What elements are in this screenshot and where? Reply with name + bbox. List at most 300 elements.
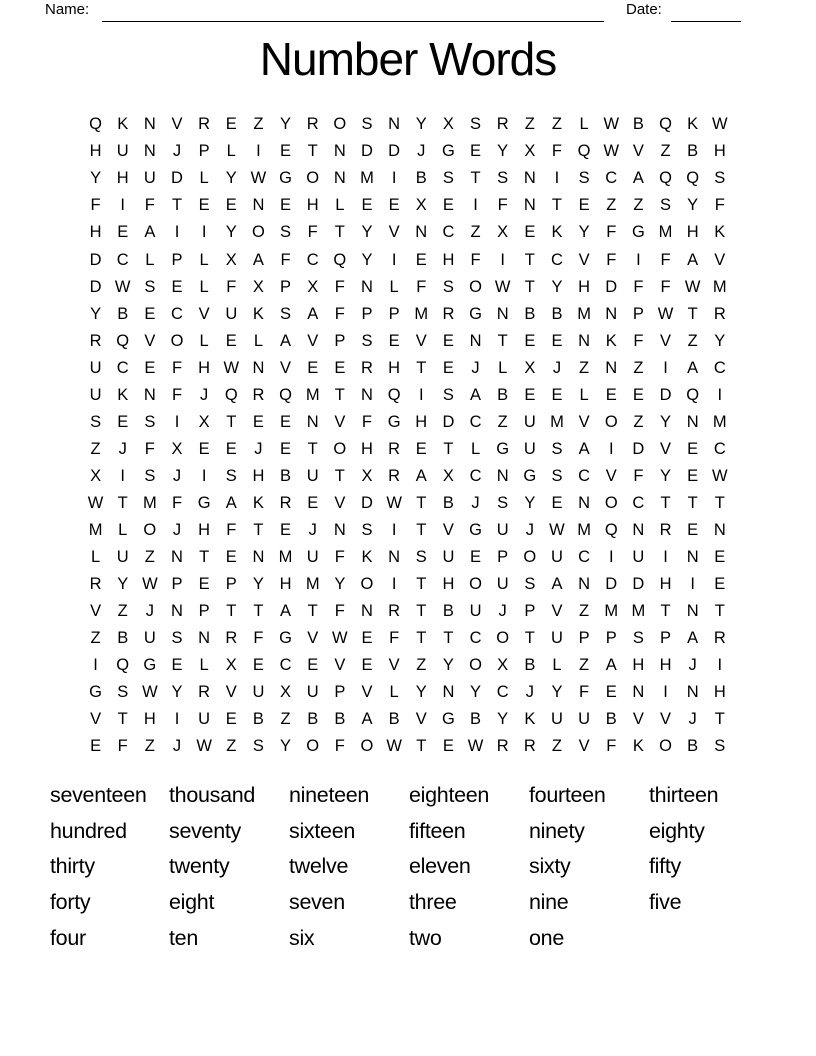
grid-cell-r18c20: D: [605, 575, 618, 594]
grid-cell-r18c10: Y: [334, 575, 346, 594]
grid-cell-r23c11: A: [361, 710, 373, 729]
page-title: Number Words: [259, 33, 557, 85]
grid-cell-r21c22: H: [659, 656, 672, 675]
grid-cell-r11c20: E: [605, 385, 617, 404]
grid-cell-r8c8: S: [280, 304, 292, 323]
grid-cell-r19c3: J: [145, 602, 154, 621]
grid-cell-r1c22: Q: [659, 115, 672, 134]
grid-cell-r8c10: F: [334, 304, 345, 323]
grid-cell-r24c4: J: [172, 737, 182, 756]
grid-cell-r8c15: G: [469, 304, 482, 323]
grid-cell-r24c23: B: [687, 737, 699, 756]
grid-cell-r15c21: C: [632, 493, 645, 512]
grid-cell-r17c21: U: [632, 548, 645, 567]
grid-cell-r21c9: E: [307, 656, 319, 675]
grid-cell-r20c14: T: [443, 629, 454, 648]
grid-cell-r10c3: E: [144, 358, 156, 377]
grid-cell-r5c9: F: [307, 223, 318, 242]
grid-cell-r23c6: E: [225, 710, 237, 729]
grid-cell-r1c1: Q: [89, 115, 102, 134]
grid-cell-r22c14: N: [442, 683, 455, 702]
grid-cell-r5c17: E: [524, 223, 536, 242]
grid-cell-r23c17: K: [524, 710, 536, 729]
grid-cell-r14c9: U: [306, 466, 319, 485]
grid-cell-r7c9: X: [307, 277, 319, 296]
grid-cell-r4c22: S: [660, 196, 672, 215]
word-list-item-ten: ten: [169, 925, 198, 950]
grid-cell-r4c3: F: [144, 196, 155, 215]
grid-cell-r7c19: H: [578, 277, 591, 296]
grid-cell-r16c14: V: [442, 520, 454, 539]
grid-cell-r16c24: N: [713, 520, 726, 539]
word-list-item-thirty: thirty: [50, 854, 95, 879]
grid-cell-r11c6: Q: [224, 385, 238, 404]
grid-cell-r1c10: O: [333, 115, 347, 134]
grid-cell-r11c14: S: [442, 385, 454, 404]
grid-cell-r7c14: S: [442, 277, 454, 296]
grid-cell-r3c5: L: [199, 169, 209, 188]
grid-cell-r21c8: C: [279, 656, 292, 675]
grid-cell-r6c13: E: [415, 250, 427, 269]
grid-cell-r20c5: N: [198, 629, 211, 648]
grid-cell-r2c10: N: [333, 142, 346, 161]
grid-cell-r21c23: J: [688, 656, 697, 675]
grid-cell-r15c10: V: [334, 493, 346, 512]
grid-cell-r20c15: C: [469, 629, 482, 648]
word-list-item-fifty: fifty: [649, 854, 681, 879]
grid-cell-r18c14: H: [442, 575, 455, 594]
grid-cell-r4c23: Y: [687, 196, 699, 215]
grid-cell-r13c8: E: [280, 439, 292, 458]
grid-cell-r9c4: O: [170, 331, 184, 350]
grid-cell-r4c18: T: [551, 196, 562, 215]
grid-cell-r15c15: J: [471, 493, 480, 512]
grid-cell-r8c1: Y: [90, 304, 102, 323]
grid-cell-r14c8: B: [280, 466, 292, 485]
grid-cell-r2c20: W: [603, 142, 620, 161]
grid-cell-r2c24: H: [713, 142, 726, 161]
grid-cell-r19c11: N: [361, 602, 373, 621]
grid-cell-r18c9: M: [305, 575, 320, 594]
grid-cell-r11c13: I: [418, 385, 424, 404]
grid-cell-r17c1: L: [90, 548, 101, 567]
grid-cell-r22c9: U: [306, 683, 319, 702]
grid-cell-r14c16: N: [496, 466, 509, 485]
grid-cell-r17c8: M: [278, 548, 293, 567]
grid-cell-r2c5: P: [198, 142, 210, 161]
word-list-item-one: one: [529, 925, 564, 950]
grid-cell-r12c21: Z: [633, 412, 644, 431]
word-list-item-twelve: twelve: [289, 854, 349, 879]
grid-cell-r13c12: R: [388, 439, 401, 458]
grid-cell-r16c6: F: [226, 520, 237, 539]
grid-cell-r19c2: Z: [117, 602, 128, 621]
grid-cell-r5c6: Y: [225, 223, 237, 242]
grid-cell-r4c11: E: [361, 196, 373, 215]
grid-cell-r24c1: E: [90, 737, 102, 756]
grid-cell-r2c14: G: [441, 142, 455, 161]
grid-cell-r17c20: I: [608, 548, 614, 567]
grid-cell-r11c15: A: [470, 385, 482, 404]
grid-cell-r16c20: Q: [604, 520, 618, 539]
grid-cell-r1c5: R: [198, 115, 211, 134]
grid-cell-r10c6: W: [223, 358, 240, 377]
grid-cell-r23c16: Y: [497, 710, 509, 729]
grid-cell-r8c19: M: [577, 304, 591, 323]
grid-cell-r7c4: E: [171, 277, 183, 296]
grid-cell-r9c10: P: [334, 331, 346, 350]
grid-cell-r22c15: Y: [470, 683, 482, 702]
grid-cell-r8c9: A: [307, 304, 319, 323]
grid-cell-r15c23: T: [687, 493, 698, 512]
grid-cell-r12c22: Y: [660, 412, 672, 431]
grid-cell-r10c1: U: [89, 358, 102, 377]
grid-cell-r7c12: L: [389, 277, 399, 296]
grid-cell-r20c11: E: [361, 629, 373, 648]
grid-cell-r6c17: T: [524, 250, 535, 269]
grid-cell-r1c23: K: [687, 115, 699, 134]
grid-cell-r9c15: N: [469, 331, 482, 350]
grid-cell-r13c1: Z: [90, 439, 101, 458]
word-list-item-four: four: [50, 925, 86, 950]
grid-cell-r14c11: X: [361, 466, 373, 485]
grid-cell-r6c4: P: [171, 250, 183, 269]
grid-cell-r10c15: J: [471, 358, 480, 377]
grid-cell-r1c6: E: [225, 115, 237, 134]
grid-cell-r11c12: Q: [387, 385, 401, 404]
grid-cell-r18c17: S: [524, 575, 536, 594]
grid-cell-r6c5: L: [199, 250, 209, 269]
grid-cell-r21c21: H: [632, 656, 645, 675]
grid-cell-r7c16: W: [494, 277, 511, 296]
grid-cell-r21c20: A: [605, 656, 617, 675]
grid-cell-r8c3: E: [144, 304, 156, 323]
grid-cell-r14c17: G: [523, 466, 537, 485]
grid-cell-r2c19: Q: [577, 142, 591, 161]
grid-cell-r17c19: C: [578, 548, 591, 567]
grid-cell-r17c14: U: [442, 548, 455, 567]
word-list-item-forty: forty: [50, 890, 91, 915]
grid-cell-r10c4: F: [171, 358, 183, 377]
grid-cell-r16c22: R: [659, 520, 672, 539]
grid-cell-r18c21: D: [632, 575, 645, 594]
grid-cell-r21c3: G: [143, 656, 157, 675]
grid-cell-r24c20: F: [606, 737, 617, 756]
grid-cell-r12c8: E: [280, 412, 292, 431]
grid-cell-r15c19: N: [578, 493, 591, 512]
grid-cell-r19c22: T: [660, 602, 671, 621]
grid-cell-r8c23: T: [687, 304, 698, 323]
grid-cell-r16c18: W: [549, 520, 565, 539]
grid-cell-r12c4: I: [174, 412, 180, 431]
grid-cell-r4c1: F: [90, 196, 101, 215]
grid-cell-r1c4: V: [171, 115, 183, 134]
grid-cell-r18c19: N: [578, 575, 591, 594]
grid-cell-r9c8: A: [280, 331, 292, 350]
grid-cell-r24c10: F: [334, 737, 345, 756]
grid-cell-r21c12: V: [388, 656, 400, 675]
grid-cell-r6c6: X: [225, 250, 237, 269]
grid-cell-r14c15: C: [469, 466, 482, 485]
grid-cell-r1c14: X: [442, 115, 454, 134]
grid-cell-r7c20: D: [605, 277, 618, 296]
grid-cell-r11c7: R: [252, 385, 265, 404]
grid-cell-r6c11: Y: [361, 250, 373, 269]
grid-cell-r10c5: H: [198, 358, 211, 377]
grid-cell-r5c18: K: [551, 223, 563, 242]
grid-cell-r9c12: E: [388, 331, 400, 350]
grid-cell-r5c14: C: [442, 223, 455, 242]
grid-cell-r11c5: J: [200, 385, 209, 404]
grid-cell-r14c14: X: [442, 466, 454, 485]
word-list-item-sixty: sixty: [529, 854, 571, 879]
grid-cell-r2c3: N: [143, 142, 156, 161]
grid-cell-r14c10: T: [334, 466, 345, 485]
grid-cell-r6c2: C: [116, 250, 129, 269]
grid-cell-r14c13: A: [415, 466, 427, 485]
grid-cell-r19c24: T: [714, 602, 725, 621]
date-label: Date:: [626, 1, 662, 18]
grid-cell-r15c7: K: [252, 493, 264, 512]
grid-cell-r14c2: I: [120, 466, 125, 485]
grid-cell-r23c20: B: [605, 710, 617, 729]
grid-cell-r18c11: O: [360, 575, 374, 594]
grid-cell-r17c16: P: [497, 548, 509, 567]
grid-cell-r4c12: E: [388, 196, 400, 215]
grid-cell-r7c15: O: [469, 277, 482, 296]
grid-cell-r8c7: K: [252, 304, 264, 323]
grid-cell-r10c17: X: [524, 358, 536, 377]
grid-cell-r21c10: V: [334, 656, 346, 675]
grid-cell-r6c8: F: [280, 250, 291, 269]
grid-cell-r6c3: L: [145, 250, 155, 269]
grid-cell-r2c21: V: [632, 142, 644, 161]
grid-cell-r17c7: N: [252, 548, 265, 567]
word-list-item-eighty: eighty: [649, 818, 705, 843]
grid-cell-r13c5: E: [198, 439, 210, 458]
grid-cell-r2c15: E: [470, 142, 482, 161]
grid-cell-r22c18: Y: [551, 683, 563, 702]
grid-cell-r18c8: H: [279, 575, 292, 594]
grid-cell-r23c19: U: [578, 710, 591, 729]
grid-cell-r15c17: Y: [524, 493, 536, 512]
grid-cell-r24c11: O: [360, 737, 374, 756]
grid-cell-r24c17: R: [523, 737, 536, 756]
grid-cell-r6c1: D: [89, 250, 102, 269]
grid-cell-r16c2: L: [118, 520, 128, 539]
word-list-item-eleven: eleven: [409, 854, 471, 879]
grid-cell-r17c5: T: [199, 548, 210, 567]
grid-cell-r13c14: T: [443, 439, 454, 458]
grid-cell-r13c16: G: [496, 439, 510, 458]
grid-cell-r20c20: P: [605, 629, 617, 648]
grid-cell-r10c23: A: [687, 358, 699, 377]
grid-cell-r20c9: V: [307, 629, 319, 648]
grid-cell-r22c17: J: [525, 683, 534, 702]
grid-cell-r1c21: B: [632, 115, 644, 134]
grid-cell-r22c22: I: [663, 683, 668, 702]
grid-cell-r15c16: S: [497, 493, 509, 512]
grid-cell-r4c20: Z: [606, 196, 617, 215]
grid-cell-r17c15: E: [470, 548, 482, 567]
grid-cell-r16c12: I: [391, 520, 397, 539]
grid-cell-r14c3: S: [144, 466, 156, 485]
grid-cell-r10c18: J: [552, 358, 562, 377]
word-list-item-sixteen: sixteen: [289, 818, 356, 843]
grid-cell-r4c6: E: [225, 196, 237, 215]
grid-cell-r7c7: X: [252, 277, 264, 296]
grid-cell-r20c21: S: [632, 629, 644, 648]
word-list-item-thousand: thousand: [169, 783, 256, 808]
grid-cell-r21c19: Z: [579, 656, 590, 675]
grid-cell-r17c11: K: [361, 548, 373, 567]
grid-cell-r2c8: E: [280, 142, 292, 161]
grid-cell-r13c23: E: [687, 439, 699, 458]
grid-cell-r6c15: F: [470, 250, 481, 269]
grid-cell-r1c17: Z: [524, 115, 535, 134]
grid-cell-r24c14: E: [442, 737, 454, 756]
grid-cell-r2c12: D: [388, 142, 401, 161]
grid-cell-r18c7: Y: [252, 575, 264, 594]
word-list-item-six: six: [289, 925, 315, 950]
grid-cell-r20c7: F: [253, 629, 264, 648]
grid-cell-r20c24: R: [713, 629, 726, 648]
grid-cell-r23c4: I: [174, 710, 180, 729]
grid-cell-r3c22: Q: [659, 169, 672, 188]
grid-cell-r19c9: T: [307, 602, 318, 621]
grid-cell-r24c7: S: [252, 737, 264, 756]
grid-cell-r13c10: O: [333, 439, 347, 458]
word-list-item-eighteen: eighteen: [409, 783, 490, 808]
grid-cell-r1c16: R: [496, 115, 509, 134]
grid-cell-r20c10: W: [332, 629, 348, 648]
grid-cell-r23c24: T: [714, 710, 725, 729]
grid-cell-r12c3: S: [144, 412, 156, 431]
grid-cell-r10c16: L: [498, 358, 508, 377]
grid-cell-r9c14: E: [442, 331, 454, 350]
grid-cell-r23c21: V: [632, 710, 644, 729]
grid-cell-r11c4: F: [171, 385, 183, 404]
grid-cell-r22c6: V: [225, 683, 237, 702]
grid-cell-r12c12: G: [387, 412, 401, 431]
grid-cell-r7c23: W: [684, 277, 701, 296]
word-list-item-hundred: hundred: [50, 818, 127, 843]
grid-cell-r22c4: Y: [171, 683, 183, 702]
grid-cell-r6c12: I: [391, 250, 397, 269]
grid-cell-r10c7: N: [252, 358, 265, 377]
grid-cell-r19c16: J: [498, 602, 507, 621]
grid-cell-r14c6: S: [225, 466, 237, 485]
grid-cell-r10c20: N: [605, 358, 618, 377]
grid-cell-r9c2: Q: [116, 331, 130, 350]
grid-cell-r5c1: H: [89, 223, 102, 242]
grid-cell-r16c4: J: [172, 520, 182, 539]
grid-cell-r8c16: N: [496, 304, 509, 323]
grid-cell-r3c10: N: [333, 169, 346, 188]
word-list-item-three: three: [409, 890, 457, 915]
grid-cell-r13c20: I: [608, 439, 614, 458]
grid-cell-r22c11: V: [361, 683, 373, 702]
grid-cell-r4c8: E: [280, 196, 292, 215]
grid-cell-r5c22: M: [658, 223, 673, 242]
grid-cell-r21c2: Q: [116, 656, 130, 675]
grid-cell-r7c22: F: [660, 277, 671, 296]
grid-cell-r20c17: T: [524, 629, 535, 648]
grid-cell-r22c13: Y: [415, 683, 427, 702]
grid-cell-r19c14: B: [442, 602, 454, 621]
grid-cell-r10c9: E: [307, 358, 319, 377]
grid-cell-r17c9: U: [306, 548, 319, 567]
grid-cell-r10c13: T: [416, 358, 427, 377]
grid-cell-r15c3: M: [142, 493, 157, 512]
grid-cell-r11c19: L: [579, 385, 589, 404]
grid-cell-r1c20: W: [603, 115, 620, 134]
grid-cell-r19c20: M: [604, 602, 619, 621]
grid-cell-r18c18: A: [551, 575, 563, 594]
word-list-item-eight: eight: [169, 890, 215, 915]
grid-cell-r4c4: T: [171, 196, 183, 215]
grid-cell-r9c19: N: [578, 331, 591, 350]
grid-cell-r19c5: P: [198, 602, 210, 621]
grid-cell-r1c9: R: [306, 115, 319, 134]
grid-cell-r11c9: M: [305, 385, 320, 404]
grid-cell-r7c17: T: [524, 277, 535, 296]
grid-cell-r12c24: M: [712, 412, 727, 431]
grid-cell-r20c22: P: [660, 629, 672, 648]
grid-cell-r17c13: S: [415, 548, 427, 567]
grid-cell-r10c2: C: [116, 358, 129, 377]
grid-cell-r9c6: E: [225, 331, 237, 350]
grid-cell-r4c14: E: [442, 196, 454, 215]
grid-cell-r7c24: M: [712, 277, 727, 296]
grid-cell-r16c16: U: [496, 520, 509, 539]
grid-cell-r1c11: S: [361, 115, 373, 134]
grid-cell-r22c5: R: [198, 683, 211, 702]
grid-cell-r8c21: P: [632, 304, 644, 323]
grid-cell-r2c7: I: [256, 142, 261, 161]
grid-cell-r8c11: P: [361, 304, 373, 323]
grid-cell-r5c16: X: [497, 223, 509, 242]
grid-cell-r19c18: V: [551, 602, 563, 621]
grid-cell-r17c3: Z: [144, 548, 155, 567]
grid-cell-r3c15: T: [470, 169, 481, 188]
grid-cell-r23c10: B: [334, 710, 346, 729]
grid-cell-r22c2: S: [117, 683, 129, 702]
grid-cell-r2c11: D: [361, 142, 373, 161]
grid-cell-r17c24: E: [714, 548, 726, 567]
grid-cell-r15c8: R: [279, 493, 292, 512]
grid-cell-r2c18: F: [551, 142, 562, 161]
grid-cell-r5c23: H: [686, 223, 699, 242]
grid-cell-r12c11: F: [361, 412, 373, 431]
grid-cell-r20c6: R: [225, 629, 238, 648]
word-list-item-seven: seven: [289, 890, 345, 915]
grid-cell-r12c7: E: [252, 412, 264, 431]
grid-cell-r20c3: U: [143, 629, 156, 648]
grid-cell-r6c24: V: [714, 250, 726, 269]
grid-cell-r5c2: E: [117, 223, 129, 242]
grid-cell-r5c19: Y: [578, 223, 590, 242]
grid-cell-r6c22: F: [660, 250, 671, 269]
grid-cell-r14c7: H: [252, 466, 265, 485]
grid-cell-r13c6: E: [225, 439, 237, 458]
grid-cell-r7c3: S: [144, 277, 156, 296]
word-list-item-seventy: seventy: [169, 818, 241, 843]
grid-cell-r16c17: J: [525, 520, 534, 539]
grid-cell-r24c6: Z: [226, 737, 237, 756]
grid-cell-r7c10: F: [334, 277, 345, 296]
grid-cell-r11c1: U: [89, 385, 102, 404]
